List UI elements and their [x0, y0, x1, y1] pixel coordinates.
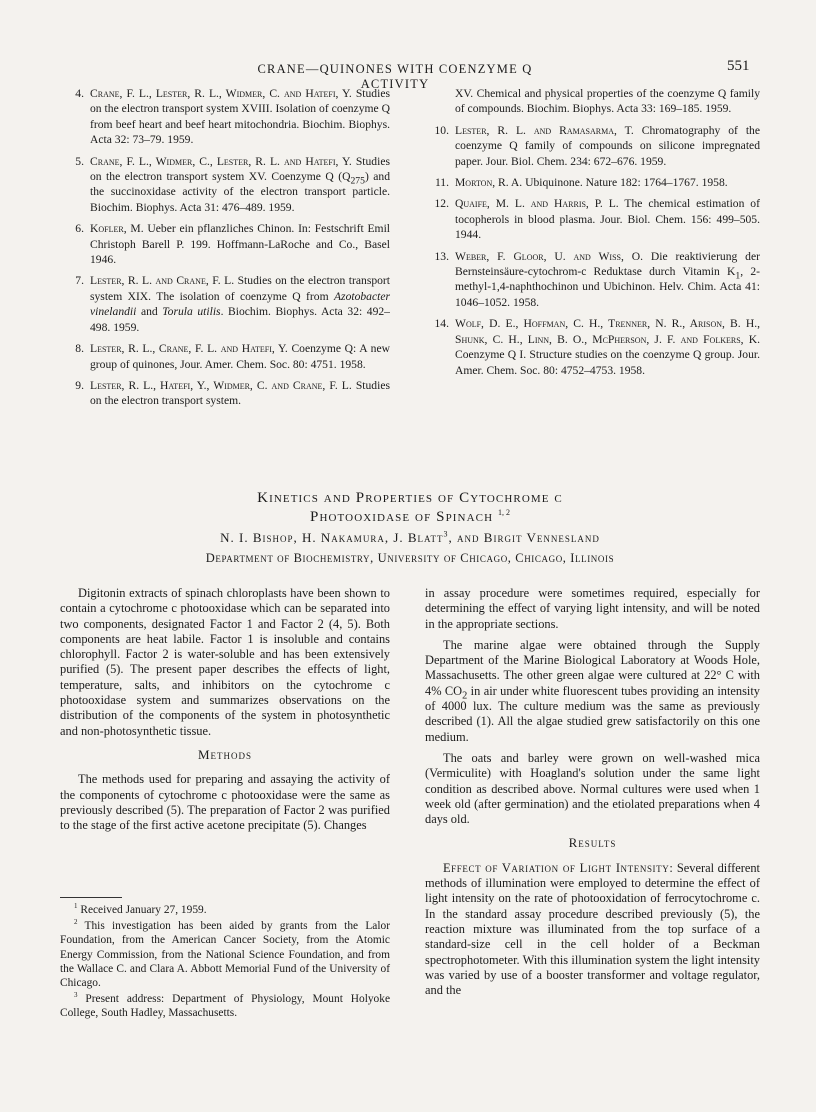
reference-9: 9. Lester, R. L., Hatefi, Y., Widmer, C. and Crane, F. L. Studies on the electron transport system. [75, 378, 390, 408]
footnote-rule [60, 897, 122, 898]
methods-heading: Methods [197, 746, 253, 762]
footnote-2: $^2$ This investigation has been aided by grants from the Lalor Foundation, from the American Cancer Society, from the Atomic Energy Commission, from the National Science Foundation, and from the Wallace C. and Clara A. Abbott Memorial Fund of the University of Chicago. [60, 918, 390, 990]
results-paragraph-1: Effect of Variation of Light Intensity: Several different methods of illumination were employed to determine the effect of light intensity on the rate of photooxidation of ferrocytochrome c. In the standard assay procedure described previously (5), the reaction mixture was illuminated from the top surface of a standard-size cell in the cell holder of a Beckman spectrophotometer. With this illumination system the light intensity was varied by use of a booster transformer and voltage regulator, and the [425, 860, 760, 998]
article-title [120, 489, 700, 527]
methods-paragraph-1: The methods used for preparing and assaying the activity of the components of cytochrome c photooxidase were the same as previously described (5). The preparation of Factor 2 was purified to the stage of the first active acetone precipitate (5). Changes [60, 772, 390, 833]
reference-authors: Lester, R. L. and Crane, F. L. [90, 274, 235, 288]
methods-paragraph-2: The marine algae were obtained through the Supply Department of the Marine Biological Laboratory at Woods Hole, Massachusetts. The other green algae were cultured at 22° C with 4% $CO_2$ in air under white fluorescent tubes providing an intensity of 4000 lux. The culture medium was the same as previously described (1). All the algae studied grew satisfactorily on this one medium. [425, 637, 760, 744]
reference-13: 13. Weber, F. Gloor, U. and Wiss, O. Die reaktivierung der Bernsteinsäure-cytochrom-c Reduktase durch Vitamin $K_1$, 2-methyl-1,4-naphthochinon und Ubichinon. Helv. Chim. Acta 41: 1046–1052. 1958. [434, 249, 760, 309]
reference-text: Coenzyme Q: A new group of quinones, Jour. Amer. Chem. Soc. 80: 4751. 1958. [90, 342, 391, 371]
reference-text: Studies on the electron transport system. [90, 378, 390, 408]
footnote-1: $^1$ Received January 27, 1959. [74, 902, 207, 916]
reference-authors: Quaife, M. L. and Harris, P. L. [455, 197, 619, 211]
reference-12: 12. Quaife, M. L. and Harris, P. L. The chemical estimation of tocopherols in blood plasma. Jour. Biol. Chem. 156: 499–505. 1944. [434, 197, 760, 242]
reference-9-continuation: XV. Chemical and physical properties of the coenzyme Q family of compounds. Biochim. Biophys. Acta 33: 169–185. 1959. [455, 87, 760, 116]
reference-14: 14. Wolf, D. E., Hoffman, C. H., Trenner, N. R., Arison, B. H., Shunk, C. H., Linn, B. O., McPherson, J. F. and Folkers, K. Coenzyme Q I. Structure studies on the coenzyme Q group. Jour. Amer. Chem. Soc. 80: 4752–4753. 1958. [434, 317, 760, 377]
footnote-3: $^3$ Present address: Department of Physiology, Mount Holyoke College, South Hadley, Massachusetts. [60, 991, 390, 1020]
affiliation: Department of Biochemistry, University of Chicago, Chicago, Illinois [205, 551, 615, 565]
references-left-column [60, 86, 390, 415]
reference-text: The chemical estimation of tocopherols in blood plasma. Jour. Biol. Chem. 156: 499–505. 1944. [455, 197, 760, 242]
body-column-left [60, 586, 390, 839]
reference-text: Ueber ein pflanzliches Chinon. In: Festschrift Emil Christoph Barell P. 199. Hoffmann-LaRoche and Co., Basel 1946. [90, 222, 391, 267]
reference-8: 8. Lester, R. L., Crane, F. L. and Hatefi, Y. Coenzyme Q: A new group of quinones, Jour. Amer. Chem. Soc. 80: 4751. 1958. [75, 342, 391, 371]
article-title-line-1: Kinetics and Properties of Cytochrome c [257, 490, 563, 506]
reference-authors: Crane, F. L., Lester, R. L., Widmer, C. and Hatefi, Y. [90, 87, 352, 100]
footnotes [60, 903, 390, 1023]
reference-4: 4. Crane, F. L., Lester, R. L., Widmer, C. and Hatefi, Y. Studies on the electron transport system XVIII. Isolation of coenzyme Q from beef heart and beef heart mitochondria. Biochim. Biophys. Acta 32: 73–79. 1959. [75, 87, 390, 147]
references-right-column [425, 86, 760, 384]
reference-authors: Lester, R. L., Hatefi, Y., Widmer, C. and Crane, F. L. [90, 378, 352, 392]
reference-authors: Kofler, M. [90, 222, 144, 236]
reference-6: 6. Kofler, M. Ueber ein pflanzliches Chinon. In: Festschrift Emil Christoph Barell P. 199. Hoffmann-LaRoche and Co., Basel 1946. [75, 222, 391, 267]
reference-text: Studies on the electron transport system XVIII. Isolation of coenzyme Q from beef heart and beef heart mitochondria. Biochim. Biophys. Acta 32: 73–79. 1959. [90, 87, 390, 147]
running-head: CRANE—QUINONES WITH COENZYME Q ACTIVITY [257, 62, 533, 91]
reference-text: Ubiquinone. Nature 182: 1764–1767. 1958. [525, 176, 728, 190]
results-heading: Results [568, 835, 617, 851]
reference-7: 7. Lester, R. L. and Crane, F. L. Studies on the electron transport system XIX. The isolation of coenzyme Q from Azotobacter vinelandii and Torula utilis. Biochim. Biophys. Acta 32: 492–498. 1959. [75, 274, 391, 334]
reference-11: 11. Morton, R. A. Ubiquinone. Nature 182: 1764–1767. 1958. [434, 176, 728, 190]
reference-10: 10. Lester, R. L. and Ramasarma, T. Chromatography of the coenzyme Q family of compounds on silicone impregnated paper. Jour. Biol. Chem. 234: 672–676. 1959. [434, 123, 760, 168]
intro-paragraph: Digitonin extracts of spinach chloroplasts have been shown to contain a cytochrome c photooxidase which can be separated into two components, designated Factor 1 and Factor 2 (4, 5). Both components are heat labile. Factor 1 is insoluble and contains chlorophyll. Factor 2 is water-soluble and has been extensively purified (5). The present paper describes the effects of light, temperature, salts, and inhibitors on the cytochrome c photooxidase system and summarizes observations on the distribution of the components of the system in photosynthetic and non-photosynthetic tissue. [60, 586, 390, 738]
reference-text: Coenzyme Q I. Structure studies on the coenzyme Q group. Jour. Amer. Chem. Soc. 80: 4752–4753. 1958. [455, 348, 760, 377]
reference-5: 5. Crane, F. L., Widmer, C., Lester, R. L. and Hatefi, Y. Studies on the electron transport system XV. Coenzyme Q $(Q_{275})$ and the succinoxidase activity of the electron transport particle. Biochim. Biophys. Acta 31: 476–489. 1959. [75, 154, 391, 214]
reference-text: Chromatography of the coenzyme Q family of compounds on silicone impregnated paper. Jour. Biol. Chem. 234: 672–676. 1959. [455, 123, 760, 168]
reference-authors: Lester, R. L. and Ramasarma, T. [455, 123, 634, 137]
author-footnote-mark: 3 [443, 529, 449, 539]
reference-authors: Lester, R. L., Crane, F. L. and Hatefi, Y. [90, 342, 288, 356]
article-title-line-2: Photooxidase of Spinach $^{1, 2}$ [310, 508, 510, 525]
title-footnote-marks: 1, 2 [497, 508, 510, 517]
reference-authors: Wolf, D. E., Hoffman, C. H., Trenner, N. R., Arison, B. H., Shunk, C. H., Linn, B. O., McPherson, J. F. and Folkers, K. [455, 317, 760, 346]
body-column-right [425, 586, 760, 1004]
methods-paragraph-1-continued: in assay procedure were sometimes required, especially for determining the effect of varying light intensity, and will be noted in the appropriate sections. [425, 586, 760, 631]
author-line: N. I. Bishop, H. Nakamura, J. Blatt$^3$, and Birgit Vennesland [220, 529, 600, 545]
reference-authors: Weber, F. Gloor, U. and Wiss, O. [455, 249, 644, 263]
methods-paragraph-3: The oats and barley were grown on well-washed mica (Vermiculite) with Hoagland's solution under the same light condition as described above. Normal cultures were used when 1 week old (after germination) and the etiolated preparations when 4 days old. [425, 750, 760, 827]
reference-authors: Crane, F. L., Widmer, C., Lester, R. L. and Hatefi, Y. [90, 154, 352, 168]
page-number: 551 [727, 58, 750, 74]
results-run-in-heading: Effect of Variation of Light Intensity: [443, 860, 674, 875]
reference-authors: Morton, R. A. [455, 176, 523, 190]
